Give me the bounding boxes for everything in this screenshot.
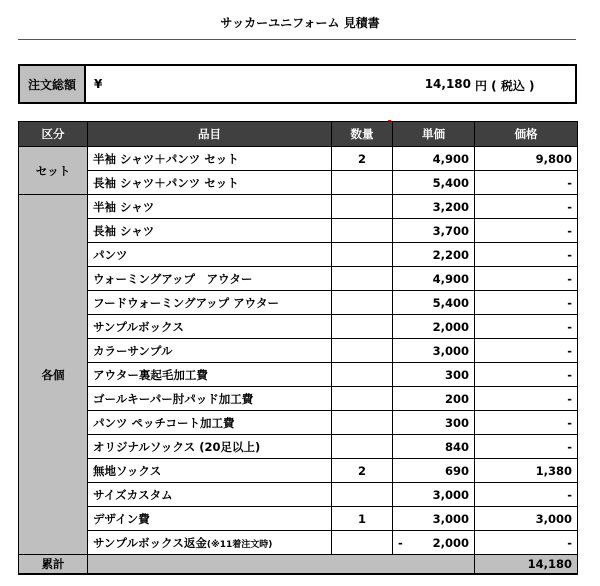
order-total-unit: 円 ( 税込 ) [475, 79, 535, 93]
price-cell: - [475, 291, 578, 315]
price-cell: - [475, 435, 578, 459]
table-row [19, 195, 578, 219]
order-total-amount: 14,180 [424, 77, 471, 91]
price-cell: - [475, 387, 578, 411]
table-row [19, 411, 578, 435]
item-label: サンプルボックス返金 [93, 535, 207, 550]
qty-cell[interactable] [332, 243, 393, 267]
unit-price-cell: 300 [393, 363, 475, 387]
unit-price-cell: 3,000 [393, 339, 475, 363]
price-cell: - [475, 483, 578, 507]
price-cell: - [475, 411, 578, 435]
table-row [19, 171, 578, 195]
qty-cell[interactable]: 1 [332, 507, 393, 531]
table-row [19, 267, 578, 291]
item-cell[interactable]: フードウォーミングアップ アウター [88, 291, 332, 315]
price-cell: 3,000 [475, 507, 578, 531]
price-cell: - [475, 339, 578, 363]
qty-cell[interactable] [332, 267, 393, 291]
item-cell[interactable]: パンツ ペッチコート加工費 [88, 411, 332, 435]
table-row [19, 219, 578, 243]
unit-price-cell: 840 [393, 435, 475, 459]
table-row [19, 363, 578, 387]
unit-price-cell: 4,900 [393, 267, 475, 291]
price-cell: 9,800 [475, 147, 578, 171]
header-quantity: 数量 [332, 122, 393, 147]
unit-price-cell: 2,000 [393, 315, 475, 339]
table-row [19, 507, 578, 531]
unit-price-cell: 3,000 [393, 483, 475, 507]
qty-cell[interactable] [332, 219, 393, 243]
qty-cell[interactable] [332, 195, 393, 219]
sum-label: 累計 [19, 555, 88, 575]
estimate-table [18, 121, 578, 575]
unit-price-value: 2,000 [432, 535, 469, 550]
page-title: サッカーユニフォーム 見積書 [220, 16, 380, 30]
qty-cell[interactable] [332, 315, 393, 339]
qty-cell[interactable] [332, 531, 393, 555]
qty-cell[interactable] [332, 483, 393, 507]
unit-price-cell: 5,400 [393, 171, 475, 195]
sum-row [19, 555, 578, 575]
item-cell[interactable]: ゴールキーパー肘パッド加工費 [88, 387, 332, 411]
item-cell[interactable]: 半袖 シャツ＋パンツ セット [88, 147, 332, 171]
item-cell[interactable]: サンプルボックス [88, 315, 332, 339]
order-total-value [85, 65, 576, 103]
table-row [19, 315, 578, 339]
header-category: 区分 [19, 122, 88, 147]
category-set: セット [19, 147, 88, 195]
item-cell[interactable]: サイズカスタム [88, 483, 332, 507]
item-cell[interactable]: 無地ソックス [88, 459, 332, 483]
header-price: 価格 [475, 122, 578, 147]
header-item: 品目 [88, 122, 332, 147]
unit-price-cell: 5,400 [393, 291, 475, 315]
item-cell[interactable] [88, 531, 332, 555]
item-cell[interactable]: デザイン費 [88, 507, 332, 531]
price-cell: - [475, 219, 578, 243]
header-unit-price: 単価 [393, 122, 475, 147]
table-row [19, 483, 578, 507]
item-cell[interactable]: ウォーミングアップ アウター [88, 267, 332, 291]
category-each: 各個 [19, 195, 88, 555]
item-note: (※11着注文時) [206, 539, 273, 550]
qty-cell[interactable] [332, 339, 393, 363]
price-cell: - [475, 267, 578, 291]
currency-symbol: ¥ [94, 77, 103, 91]
item-cell[interactable]: オリジナルソックス (20足以上) [88, 435, 332, 459]
title-divider [18, 39, 576, 40]
item-cell[interactable]: パンツ [88, 243, 332, 267]
unit-price-cell: 200 [393, 387, 475, 411]
unit-price-cell: 300 [393, 411, 475, 435]
qty-cell[interactable] [332, 171, 393, 195]
price-cell: 1,380 [475, 459, 578, 483]
sum-price: 14,180 [475, 555, 578, 575]
price-cell: - [475, 531, 578, 555]
table-row [19, 387, 578, 411]
qty-cell[interactable] [332, 291, 393, 315]
qty-cell[interactable]: 2 [332, 147, 393, 171]
qty-cell[interactable]: 2 [332, 459, 393, 483]
item-cell[interactable]: 長袖 シャツ＋パンツ セット [88, 171, 332, 195]
price-cell: - [475, 315, 578, 339]
order-total-box [18, 64, 577, 104]
table-header-row [19, 122, 578, 147]
table-row [19, 243, 578, 267]
qty-cell[interactable] [332, 435, 393, 459]
negative-sign: - [398, 535, 403, 550]
unit-price-cell: 3,000 [393, 507, 475, 531]
unit-price-cell: 3,200 [393, 195, 475, 219]
qty-cell[interactable] [332, 411, 393, 435]
price-cell: - [475, 363, 578, 387]
price-cell: - [475, 195, 578, 219]
table-row [19, 339, 578, 363]
table-row [19, 459, 578, 483]
price-cell: - [475, 243, 578, 267]
table-row [19, 435, 578, 459]
item-cell[interactable]: 半袖 シャツ [88, 195, 332, 219]
unit-price-cell: 3,700 [393, 219, 475, 243]
qty-cell[interactable] [332, 363, 393, 387]
unit-price-cell: 2,200 [393, 243, 475, 267]
order-total-label: 注文総額 [19, 65, 85, 103]
item-cell[interactable]: 長袖 シャツ [88, 219, 332, 243]
item-cell[interactable]: カラーサンプル [88, 339, 332, 363]
unit-price-cell: 690 [393, 459, 475, 483]
unit-price-cell: 4,900 [393, 147, 475, 171]
item-cell[interactable]: アウター裏起毛加工費 [88, 363, 332, 387]
table-row [19, 147, 578, 171]
table-row [19, 291, 578, 315]
qty-cell[interactable] [332, 387, 393, 411]
unit-price-cell [393, 531, 475, 555]
sum-spacer [88, 555, 475, 575]
table-row [19, 531, 578, 555]
price-cell: - [475, 171, 578, 195]
